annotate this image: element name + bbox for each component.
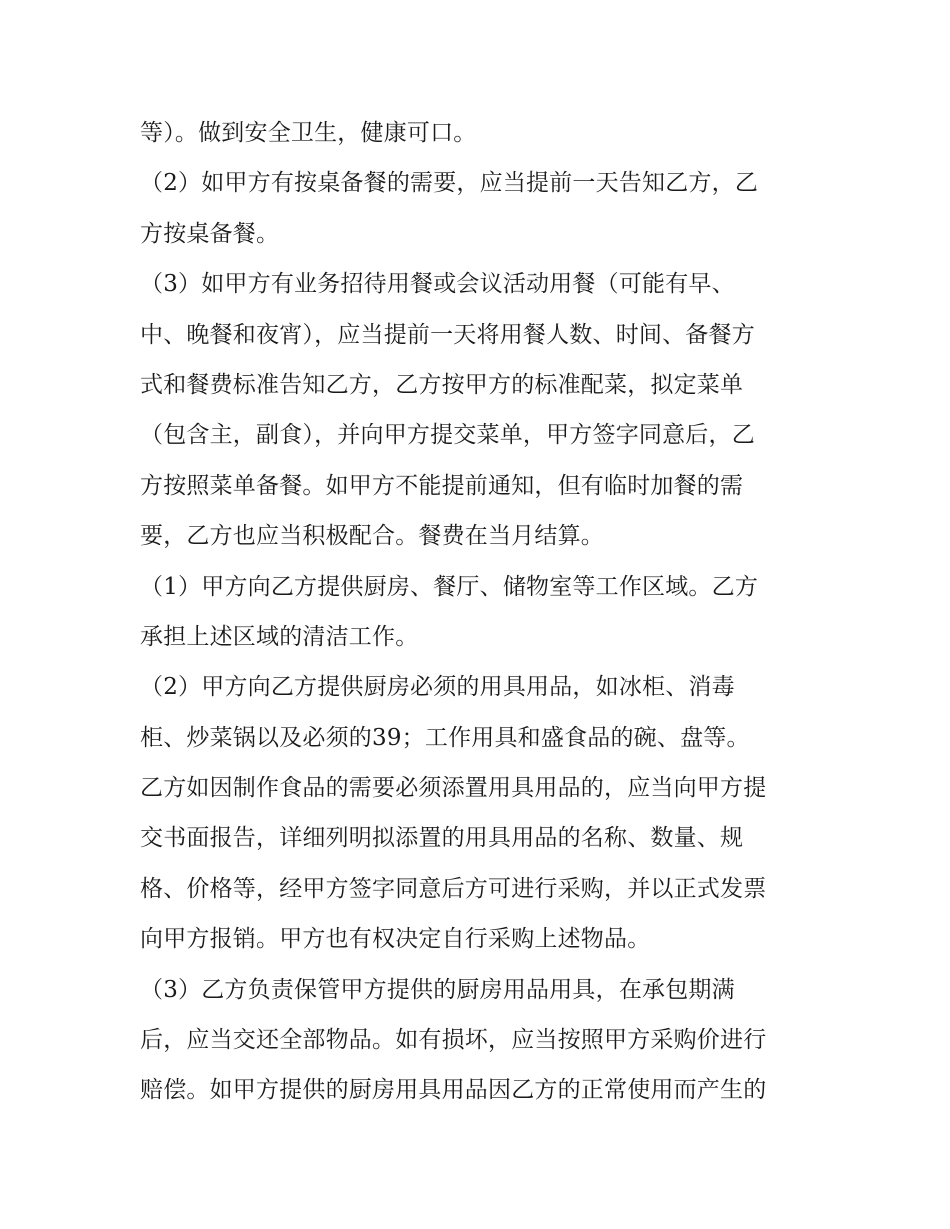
text-line: 向甲方报销。甲方也有权决定自行采购上述物品。 — [140, 926, 651, 953]
text-line: 后，应当交还全部物品。如有损坏，应当按照甲方采购价进行 — [140, 1027, 767, 1054]
text-line: 式和餐费标准告知乙方，乙方按甲方的标准配菜，拟定菜单 — [140, 371, 744, 398]
text-line: 交书面报告，详细列明拟添置的用具用品的名称、数量、规 — [140, 825, 744, 852]
text-line: （2）如甲方有按桌备餐的需要，应当提前一天告知乙方，乙 — [140, 170, 759, 197]
text-line: （3）乙方负责保管甲方提供的厨房用品用具，在承包期满 — [140, 976, 735, 1003]
text-line: （2）甲方向乙方提供厨房必须的用具用品，如冰柜、消毒 — [140, 674, 735, 701]
text-line: 承担上述区域的清洁工作。 — [140, 623, 419, 650]
text-line: 柜、炒菜锅以及必须的39；工作用具和盛食品的碗、盘等。 — [140, 724, 750, 751]
text-line: （3）如甲方有业务招待用餐或会议活动用餐（可能有早、 — [140, 271, 735, 298]
text-line: 方按桌备餐。 — [140, 220, 280, 247]
text-line: 乙方如因制作食品的需要必须添置用具用品的，应当向甲方提 — [140, 775, 767, 802]
text-line: 格、价格等，经甲方签字同意后方可进行采购，并以正式发票 — [140, 875, 767, 902]
text-line: 等）。做到安全卫生，健康可口。 — [140, 120, 477, 146]
text-line: （包含主，副食），并向甲方提交菜单，甲方签字同意后，乙 — [140, 422, 755, 449]
text-line: 中、晚餐和夜宵），应当提前一天将用餐人数、时间、备餐方 — [140, 321, 755, 348]
text-line: 要，乙方也应当积极配合。餐费在当月结算。 — [140, 523, 604, 550]
text-line: 赔偿。如甲方提供的厨房用具用品因乙方的正常使用而产生的 — [140, 1077, 767, 1104]
text-line: （1）甲方向乙方提供厨房、餐厅、储物室等工作区域。乙方 — [140, 573, 759, 600]
text-line: 方按照菜单备餐。如甲方不能提前通知，但有临时加餐的需 — [140, 472, 744, 499]
document-body — [140, 108, 820, 1116]
